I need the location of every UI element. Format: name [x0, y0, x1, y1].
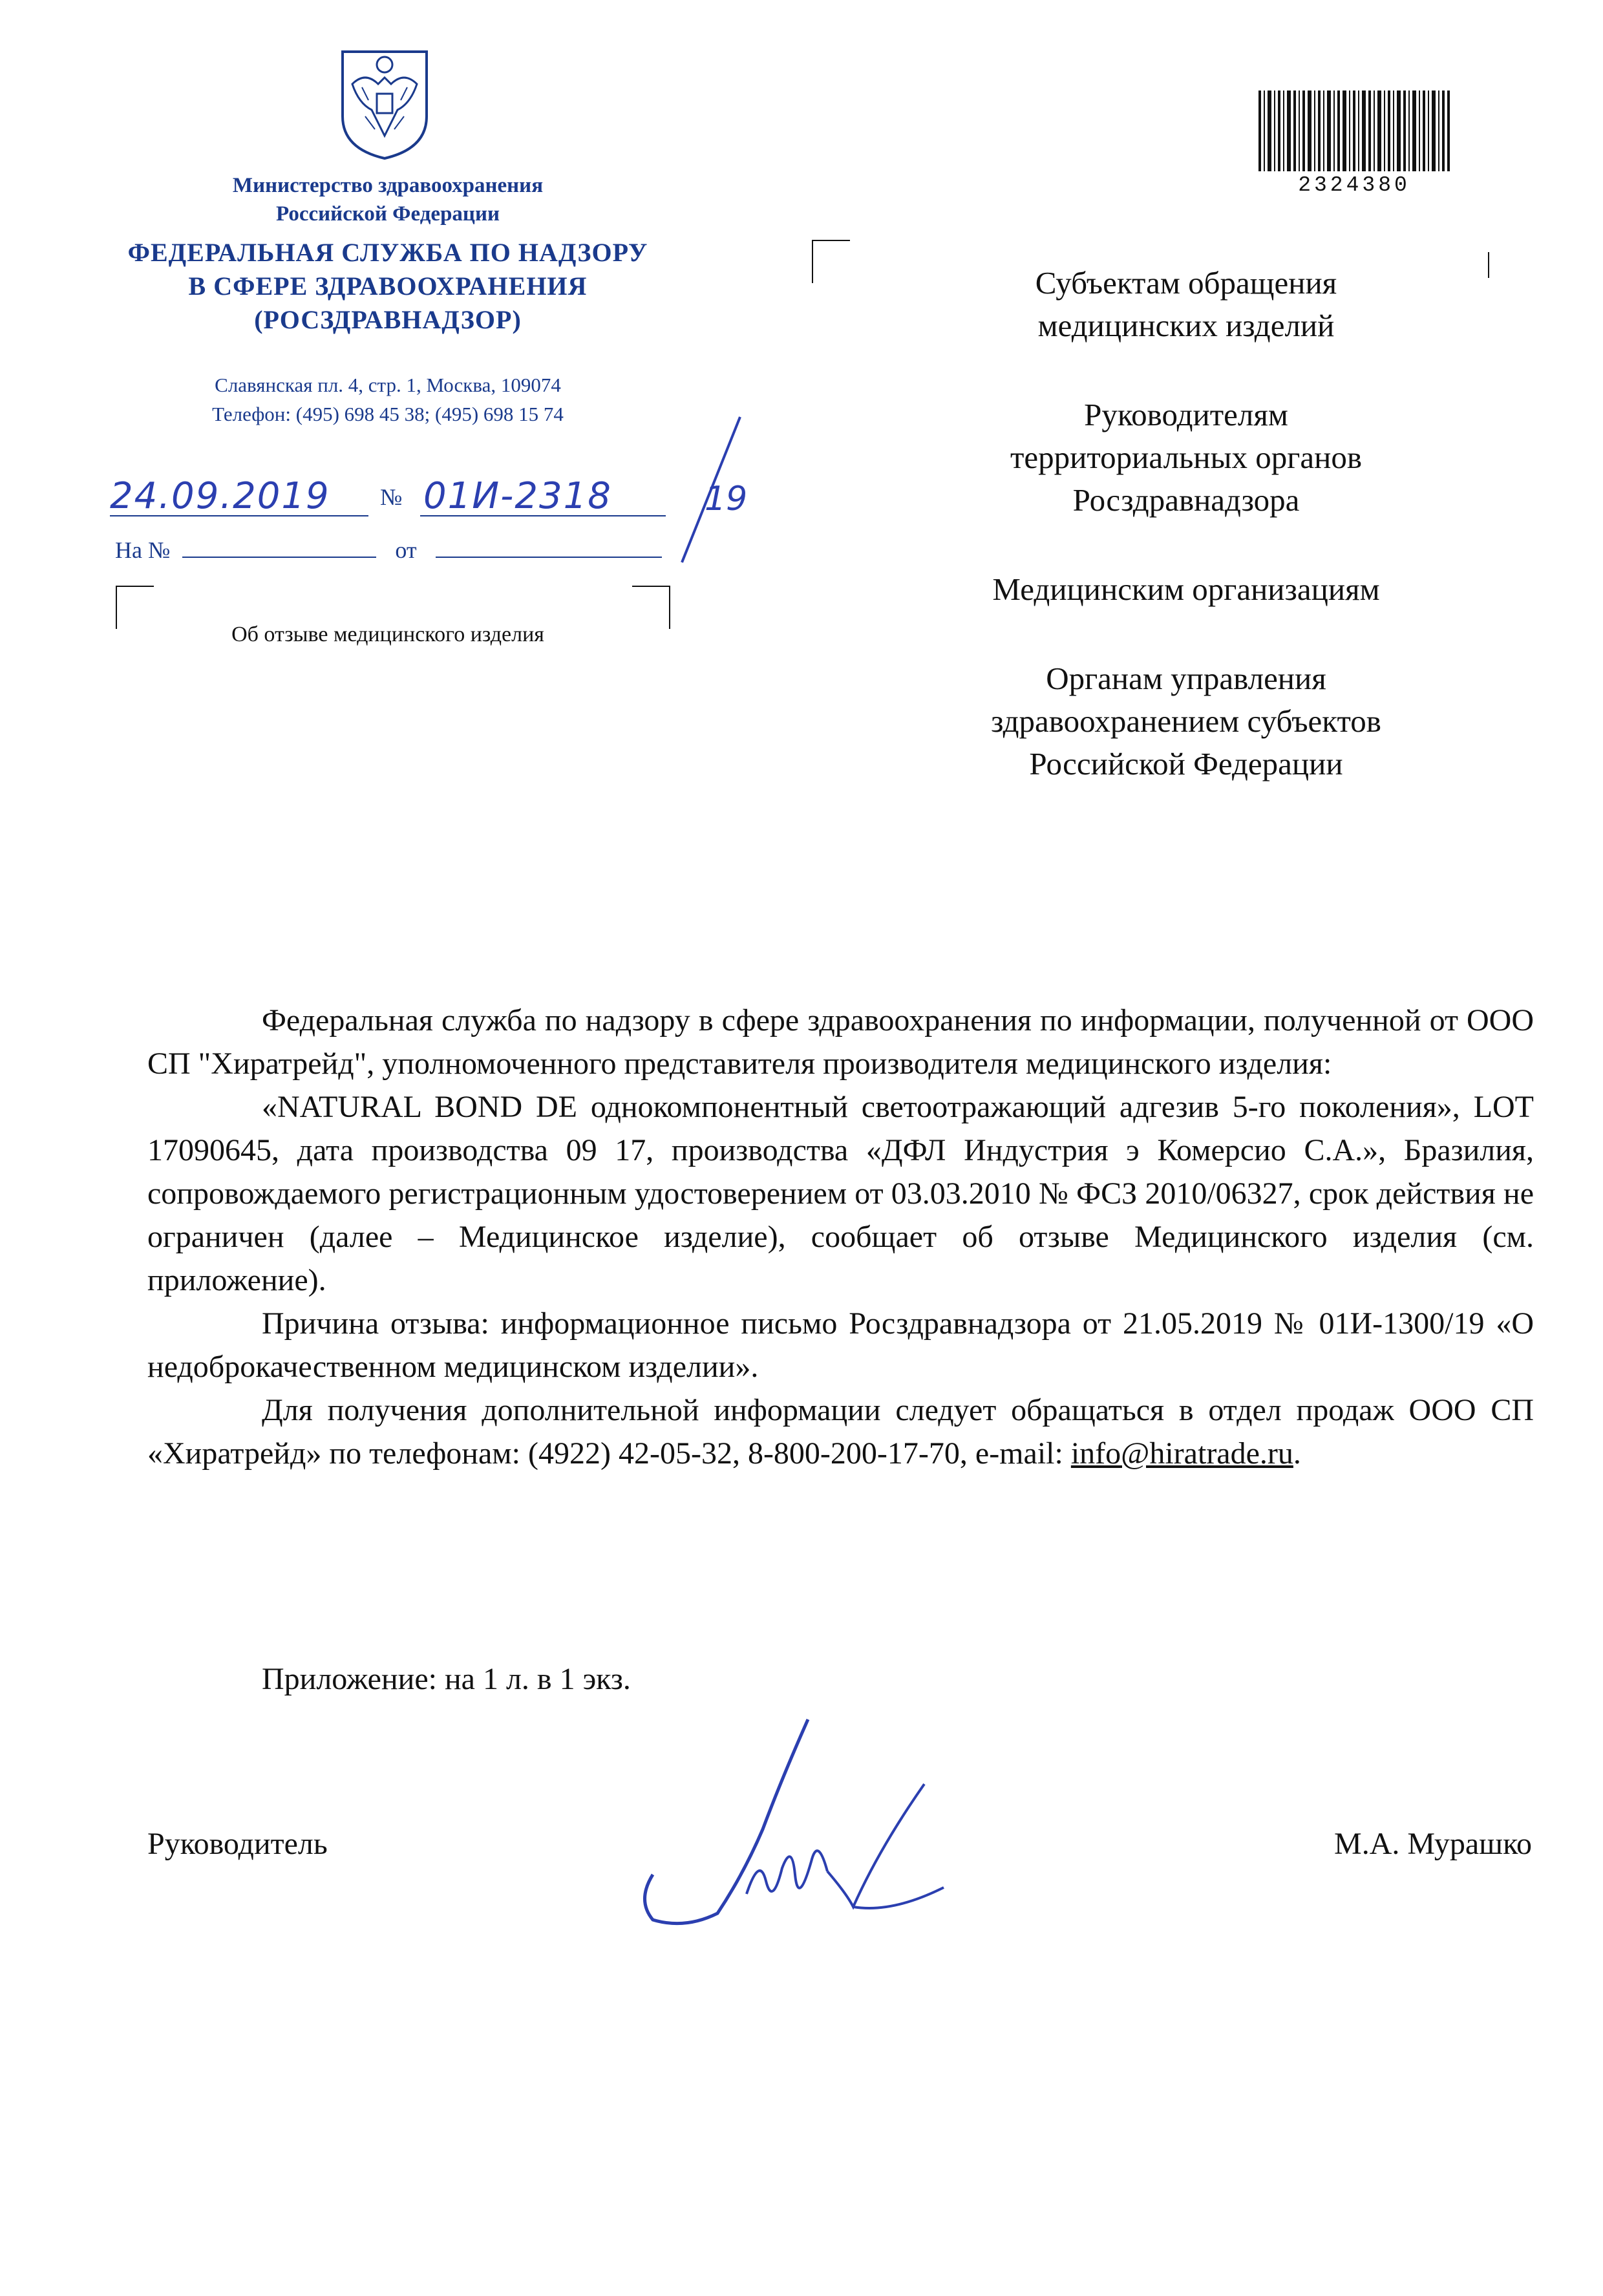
- ministry-name: [175, 171, 601, 228]
- registration-number: 01И-2318: [423, 475, 612, 517]
- paragraph-4-text: Для получения дополнительной информации следует обращаться в отдел продаж ООО СП «Хиратрейд» по телефонам: (4922) 42-05-32, 8-800-200-17-70, e-mail:: [147, 1393, 1534, 1471]
- ref-label: На №: [115, 537, 171, 563]
- number-sign: №: [380, 484, 403, 510]
- attachment-note: Приложение: на 1 л. в 1 экз.: [262, 1662, 631, 1696]
- handwritten-signature: [633, 1706, 970, 1952]
- emblem-icon: [326, 39, 443, 162]
- paragraph-4-end: .: [1293, 1436, 1301, 1471]
- addressee-item: Органам управления здравоохранением субъектов Российской Федерации: [991, 661, 1381, 781]
- service-line-1: ФЕДЕРАЛЬНАЯ СЛУЖБА ПО НАДЗОРУ: [127, 238, 648, 267]
- registration-date: 24.09.2019: [110, 475, 330, 517]
- service-name: [110, 236, 666, 337]
- letter-body: [147, 999, 1534, 1475]
- signer-position: Руководитель: [147, 1827, 328, 1861]
- subject-line: Об отзыве медицинского изделия: [231, 622, 544, 646]
- registration-suffix: 19: [705, 480, 748, 518]
- addressee-item: Руководителям территориальных органов Росздравнадзора: [1010, 397, 1362, 518]
- ministry-line-1: Министерство здравоохранения: [232, 174, 544, 197]
- reference-row: [115, 537, 662, 564]
- service-line-2: В СФЕРЕ ЗДРАВООХРАНЕНИЯ: [188, 271, 588, 301]
- ref-from-label: от: [395, 537, 417, 563]
- signer-name: М.А. Мурашко: [1334, 1827, 1532, 1861]
- paragraph-2: «NATURAL BOND DE однокомпонентный светоотражающий адгезив 5-го поколения», LOT 17090645, дата производства 09 17, производства «ДФЛ Индустрия э Комерсио С.А.», Бразилия, сопровождаемого регистрационным удостоверением от 03.03.2010 № ФСЗ 2010/06327, срок действия не ограничен (далее – Медицинское изделие), сообщает об отзыве Медицинского изделия (см. приложение).: [147, 1090, 1534, 1297]
- paragraph-4: [147, 1388, 1534, 1475]
- address-block: [110, 370, 666, 429]
- addressee-list: [892, 262, 1480, 832]
- service-line-3: (РОСЗДРАВНАДЗОР): [254, 305, 522, 334]
- addressee-item: Субъектам обращения медицинских изделий: [1035, 265, 1337, 343]
- ministry-line-2: Российской Федерации: [276, 202, 500, 226]
- address: Славянская пл. 4, стр. 1, Москва, 109074: [215, 374, 561, 396]
- paragraph-3: Причина отзыва: информационное письмо Росздравнадзора от 21.05.2019 № 01И-1300/19 «О недоброкачественном медицинском изделии».: [147, 1306, 1534, 1384]
- barcode-number: 2324380: [1298, 173, 1410, 197]
- barcode: [1257, 90, 1451, 171]
- paragraph-1: Федеральная служба по надзору в сфере здравоохранения по информации, полученной от ООО СП "Хиратрейд", уполномоченного представителя производителя медицинского изделия:: [147, 1003, 1534, 1081]
- addressee-item: Медицинским организациям: [992, 571, 1380, 607]
- phone: Телефон: (495) 698 45 38; (495) 698 15 74: [212, 403, 564, 425]
- email-link[interactable]: info@hiratrade.ru: [1070, 1436, 1293, 1471]
